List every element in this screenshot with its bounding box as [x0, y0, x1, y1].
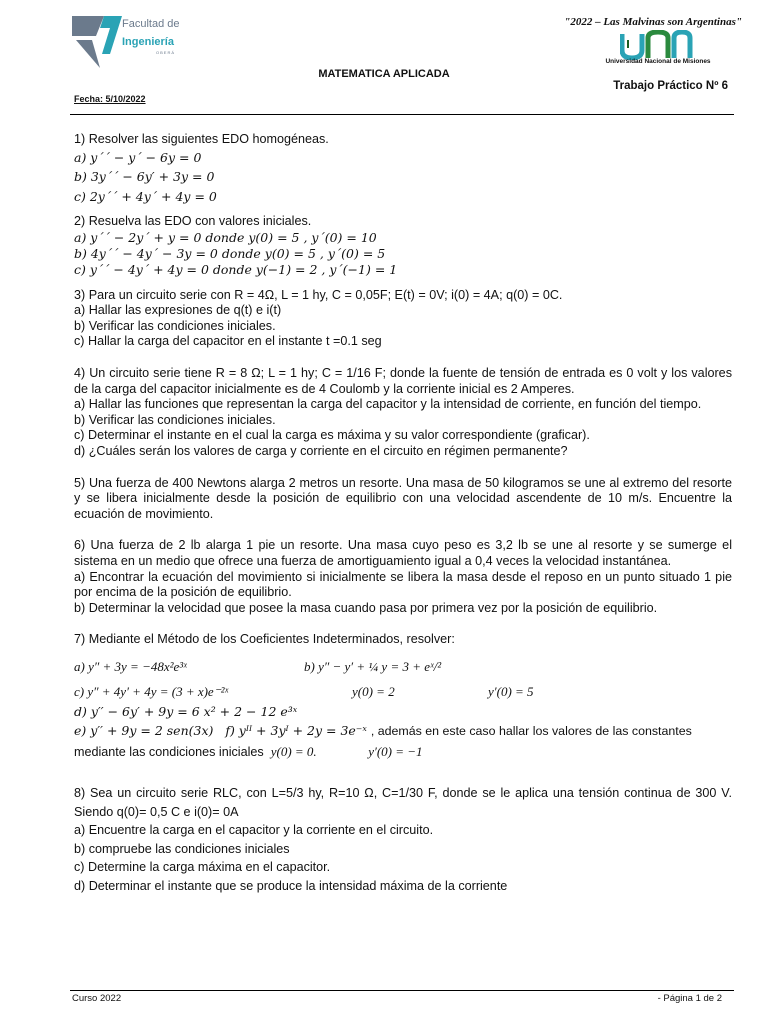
problem-7: [74, 632, 732, 762]
university-name: Universidad Nacional de Misiones: [605, 58, 711, 65]
fi-logo-icon: [70, 14, 130, 70]
problem-2-b: b) 4y´´ − 4y´ − 3y = 0 donde y(0) = 5 , y´(0) = 5: [74, 245, 386, 261]
problem-2-a: a) y´´ − 2y´ + y = 0 donde y(0) = 5 , y´(0) = 10: [74, 229, 377, 245]
problem-1-a: a) y´´ − y´ − 6y = 0: [74, 149, 202, 165]
problem-7-f: f) yᴵᴵ + 3yᴵ + 2y = 3e⁻ˣ: [225, 723, 367, 739]
faculty-subtitle: OBERÁ: [156, 50, 176, 55]
problem-3-title: 3) Para un circuito serie con R = 4Ω, L = 1 hy, C = 0,05F; E(t) = 0V; i(0) = 4A; q(0) = 0C.: [74, 287, 563, 302]
course-title: MATEMATICA APLICADA: [318, 68, 450, 80]
problem-7-f-cond2: y′(0) = −1: [368, 743, 423, 759]
problem-7-c-cond1: y(0) = 2: [352, 683, 395, 699]
problem-3-b: b) Verificar las condiciones iniciales.: [74, 318, 276, 333]
problem-3: [74, 288, 732, 350]
problem-1-title: 1) Resolver las siguientes EDO homogéneas.: [74, 132, 329, 146]
footer-course: Curso 2022: [72, 993, 122, 1004]
problem-4-title: 4) Un circuito serie tiene R = 8 Ω; L = 1 hy; C = 1/16 F; donde la fuente de tensión de entrada es 0 volt y los valores de la carga del capacitor inicialmente es de 4 Coulomb y la corriente inicial es 2 Amperes.: [74, 366, 732, 396]
problem-7-f-conditions-text: mediante las condiciones iniciales: [74, 744, 264, 759]
problem-7-ef: [74, 721, 732, 742]
footer-divider: [70, 990, 734, 991]
header-divider: [70, 114, 734, 115]
problem-4-a: a) Hallar las funciones que representan la carga del capacitor y la intensidad de corriente, en función del tiempo.: [74, 397, 702, 412]
unam-logo-icon: [620, 30, 700, 60]
faculty-name-part2: Ingeniería: [122, 36, 174, 48]
problem-1: [74, 132, 732, 206]
faculty-logo: [70, 14, 230, 70]
problem-1-c: c) 2y´´ + 4y´ + 4y = 0: [74, 188, 217, 204]
problem-8-c: c) Determine la carga máxima en el capacitor.: [74, 860, 331, 875]
faculty-name-part1: Facultad de: [122, 18, 180, 30]
problem-5: [74, 476, 732, 523]
problem-3-c: c) Hallar la carga del capacitor en el instante t =0.1 seg: [74, 334, 382, 349]
problem-4-d: d) ¿Cuáles serán los valores de carga y corriente en el circuito en régimen permanente?: [74, 444, 568, 459]
problem-8-title: 8) Sea un circuito serie RLC, con L=5/3 hy, R=10 Ω, C=1/30 F, donde se le aplica una tensión continua de 300 V. Siendo q(0)= 0,5 C e i(0)= 0A: [74, 785, 732, 819]
problem-5-text: 5) Una fuerza de 400 Newtons alarga 2 metros un resorte. Una masa de 50 kilogramos se une al extremo del resorte y se libera inicialmente desde la posición de equilibrio con una velocidad ascendente de 10 m/s. Encuentre la ecuación de movimiento.: [74, 475, 732, 521]
date-label: Fecha: 5/10/2022: [74, 94, 146, 104]
problem-8-b: b) compruebe las condiciones iniciales: [74, 841, 290, 856]
problem-7-a: a) y″ + 3y = −48x²e³ˣ: [74, 658, 187, 674]
problem-6-b: b) Determinar la velocidad que posee la masa cuando pasa por primera vez por la posición de equilibrio.: [74, 600, 658, 615]
document-body: [74, 132, 732, 896]
university-logo: [620, 30, 700, 60]
problem-8-d: d) Determinar el instante que se produce la intensidad máxima de la corriente: [74, 878, 508, 893]
problem-4-b: b) Verificar las condiciones iniciales.: [74, 412, 276, 427]
problem-6: [74, 538, 732, 616]
problem-7-row-ab: [74, 656, 732, 677]
problem-6-title: 6) Una fuerza de 2 lb alarga 1 pie un resorte. Una masa cuyo peso es 3,2 lb se une al resorte y se sumerge el sistema en un medio que ofrece una fuerza de amortiguamiento igual a 0,4 veces la velocidad instantánea.: [74, 538, 732, 568]
problem-2-title: 2) Resuelva las EDO con valores iniciales.: [74, 214, 312, 229]
problem-2: [74, 214, 732, 278]
problem-2-c: c) y´´ − 4y´ + 4y = 0 donde y(−1) = 2 , y´(−1) = 1: [74, 261, 398, 277]
problem-7-c: c) y″ + 4y′ + 4y = (3 + x)e⁻²ˣ: [74, 683, 229, 699]
problem-7-d: d) y′′ − 6y′ + 9y = 6 x² + 2 − 12 e³ˣ: [74, 703, 298, 719]
problem-7-f-tail: , además en este caso hallar los valores de las constantes: [370, 724, 692, 739]
institutional-motto: "2022 – Las Malvinas son Argentinas": [564, 16, 742, 28]
problem-7-e: e) y′′ + 9y = 2 sen(3x): [74, 723, 214, 739]
problem-7-c-cond2: y′(0) = 5: [488, 683, 534, 699]
practice-title: Trabajo Práctico Nº 6: [613, 80, 728, 92]
footer-page-number: - Página 1 de 2: [657, 993, 722, 1004]
problem-7-title: 7) Mediante el Método de los Coeficientes Indeterminados, resolver:: [74, 632, 455, 647]
problem-7-f-line2: [74, 742, 732, 762]
problem-4-c: c) Determinar el instante en el cual la carga es máxima y su valor correspondiente (graficar).: [74, 428, 590, 443]
problem-4: [74, 366, 732, 460]
problem-7-b: b) y″ − y′ + ¼ y = 3 + eˣ/²: [304, 658, 442, 674]
problem-3-a: a) Hallar las expresiones de q(t) e i(t): [74, 303, 282, 318]
problem-6-a: a) Encontrar la ecuación del movimiento si inicialmente se libera la masa desde el reposo en un punto situado 1 pie por encima de la posición de equilibrio.: [74, 569, 732, 600]
problem-7-row-c: [74, 681, 732, 702]
problem-7-f-cond1: y(0) = 0.: [270, 743, 317, 759]
problem-8: [74, 784, 732, 896]
problem-8-a: a) Encuentre la carga en el capacitor y la corriente en el circuito.: [74, 823, 434, 838]
problem-1-b: b) 3y´´ − 6y′ + 3y = 0: [74, 169, 215, 185]
